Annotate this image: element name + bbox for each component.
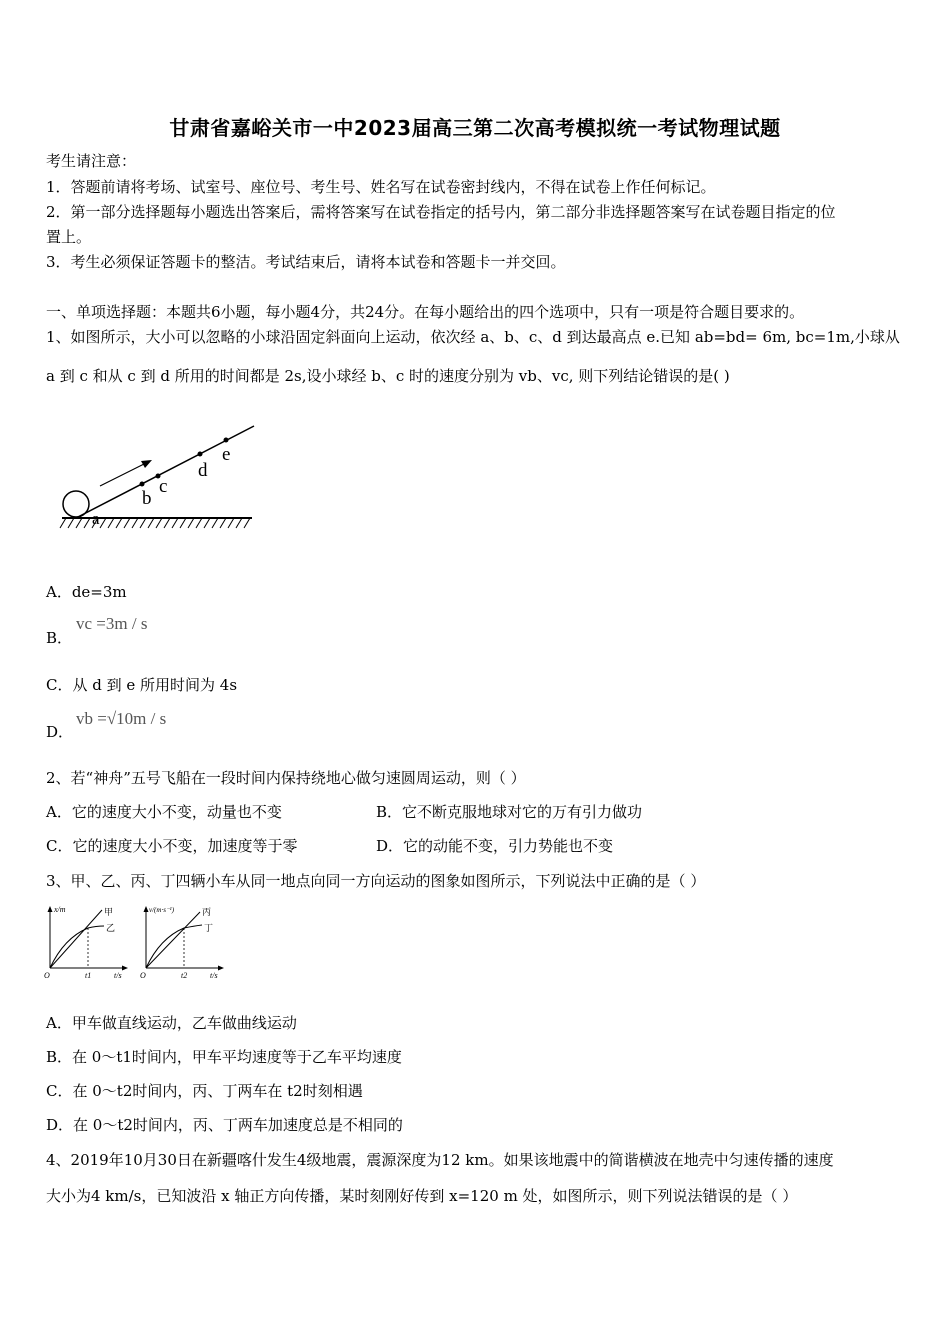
q3-graph-vt — [138, 902, 228, 982]
graph1-tick: t1 — [85, 971, 92, 980]
q1-incline-figure — [56, 418, 261, 538]
graph1-xlabel: t/s — [114, 971, 122, 980]
point-d-dot — [198, 452, 203, 457]
graph2-tick: t2 — [181, 971, 188, 980]
graph1-curve-label: 乙 — [106, 923, 116, 933]
graph1-curve-yi — [50, 926, 104, 968]
point-b-dot — [140, 482, 145, 487]
q3-graph-xt — [42, 902, 132, 982]
ball — [63, 491, 89, 517]
graph1-line-jia — [50, 910, 102, 968]
graph2-origin: O — [140, 971, 146, 980]
q4-stem-line-1: 4、2019年10月30日在新疆喀什发生4级地震，震源深度为12 km。如果该地震中的简谐横波在地壳中匀速传播的速度 — [46, 1151, 834, 1169]
label-c: c — [159, 476, 168, 497]
ground-hatching — [60, 518, 250, 528]
point-e-dot — [224, 438, 229, 443]
graph2-curve-label: 丁 — [204, 923, 214, 933]
q2-stem: 2、若“神舟”五号飞船在一段时间内保持绕地心做匀速圆周运动，则（ ） — [46, 769, 526, 787]
graph1-ylabel: x/m — [54, 905, 66, 914]
graph2-xlabel: t/s — [210, 971, 218, 980]
q2-option-c: C．它的速度大小不变，加速度等于零 — [46, 837, 298, 855]
motion-arrow-head — [141, 460, 152, 468]
q3-option-d: D．在 0～t2时间内，丙、丁两车加速度总是不相同的 — [46, 1116, 403, 1134]
graph2-line-bing — [146, 912, 200, 968]
graph1-line-label: 甲 — [104, 907, 114, 917]
q4-stem-line-2: 大小为4 km/s，已知波沿 x 轴正方向传播，某时刻刚好传到 x=120 m 处，如图所示，则下列说法错误的是（ ） — [46, 1187, 798, 1205]
q1-option-b-formula: vc =3m / s — [76, 614, 148, 633]
label-a: a — [92, 509, 100, 528]
graph1-origin: O — [44, 971, 50, 980]
q3-stem: 3、甲、乙、丙、丁四辆小车从同一地点向同一方向运动的图象如图所示，下列说法中正确的是（ ） — [46, 872, 706, 890]
notice-item-2-line-2: 置上。 — [46, 228, 92, 246]
q1-option-a: A．de=3m — [46, 583, 127, 601]
page-title: 甘肃省嘉峪关市一中2023届高三第二次高考模拟统一考试物理试题 — [169, 116, 781, 140]
graph2-line-label: 丙 — [202, 907, 212, 917]
graph2-ylabel: v/(m·s⁻¹) — [149, 906, 175, 914]
label-e: e — [222, 444, 231, 465]
q2-option-b: B．它不断克服地球对它的万有引力做功 — [376, 803, 643, 821]
q3-option-a: A．甲车做直线运动，乙车做曲线运动 — [46, 1014, 297, 1032]
q2-option-d: D．它的动能不变，引力势能也不变 — [376, 837, 614, 855]
q1-option-b-label: B． — [46, 629, 73, 647]
graph2-curve-ding — [146, 925, 202, 968]
q1-option-c: C．从 d 到 e 所用时间为 4s — [46, 676, 238, 694]
label-d: d — [198, 460, 208, 481]
q1-option-d-label: D． — [46, 723, 74, 741]
notice-heading: 考生请注意： — [46, 152, 137, 170]
notice-item-3: 3．考生必须保证答题卡的整洁。考试结束后，请将本试卷和答题卡一并交回。 — [46, 253, 566, 271]
q1-stem-line-1: 1、如图所示，大小可以忽略的小球沿固定斜面向上运动，依次经 a、b、c、d 到达最高点 e.已知 ab=bd= 6m, bc=1m,小球从 — [46, 328, 900, 346]
notice-item-2-line-1: 2．第一部分选择题每小题选出答案后，需将答案写在试卷指定的括号内，第二部分非选择题答案写在试卷题目指定的位 — [46, 203, 836, 221]
q3-option-b: B．在 0～t1时间内，甲车平均速度等于乙车平均速度 — [46, 1048, 402, 1066]
label-b: b — [142, 488, 152, 509]
section-heading: 一、单项选择题：本题共6小题，每小题4分，共24分。在每小题给出的四个选项中，只有一项是符合题目要求的。 — [46, 303, 805, 321]
q1-option-d-formula: vb =√10m / s — [76, 709, 167, 728]
q3-option-c: C．在 0～t2时间内，丙、丁两车在 t2时刻相遇 — [46, 1082, 363, 1100]
q2-option-a: A．它的速度大小不变，动量也不变 — [46, 803, 282, 821]
q1-stem-line-2: a 到 c 和从 c 到 d 所用的时间都是 2s,设小球经 b、c 时的速度分别为 vb、vc, 则下列结论错误的是( ) — [46, 367, 730, 385]
notice-item-1: 1．答题前请将考场、试室号、座位号、考生号、姓名写在试卷密封线内，不得在试卷上作任何标记。 — [46, 178, 716, 196]
